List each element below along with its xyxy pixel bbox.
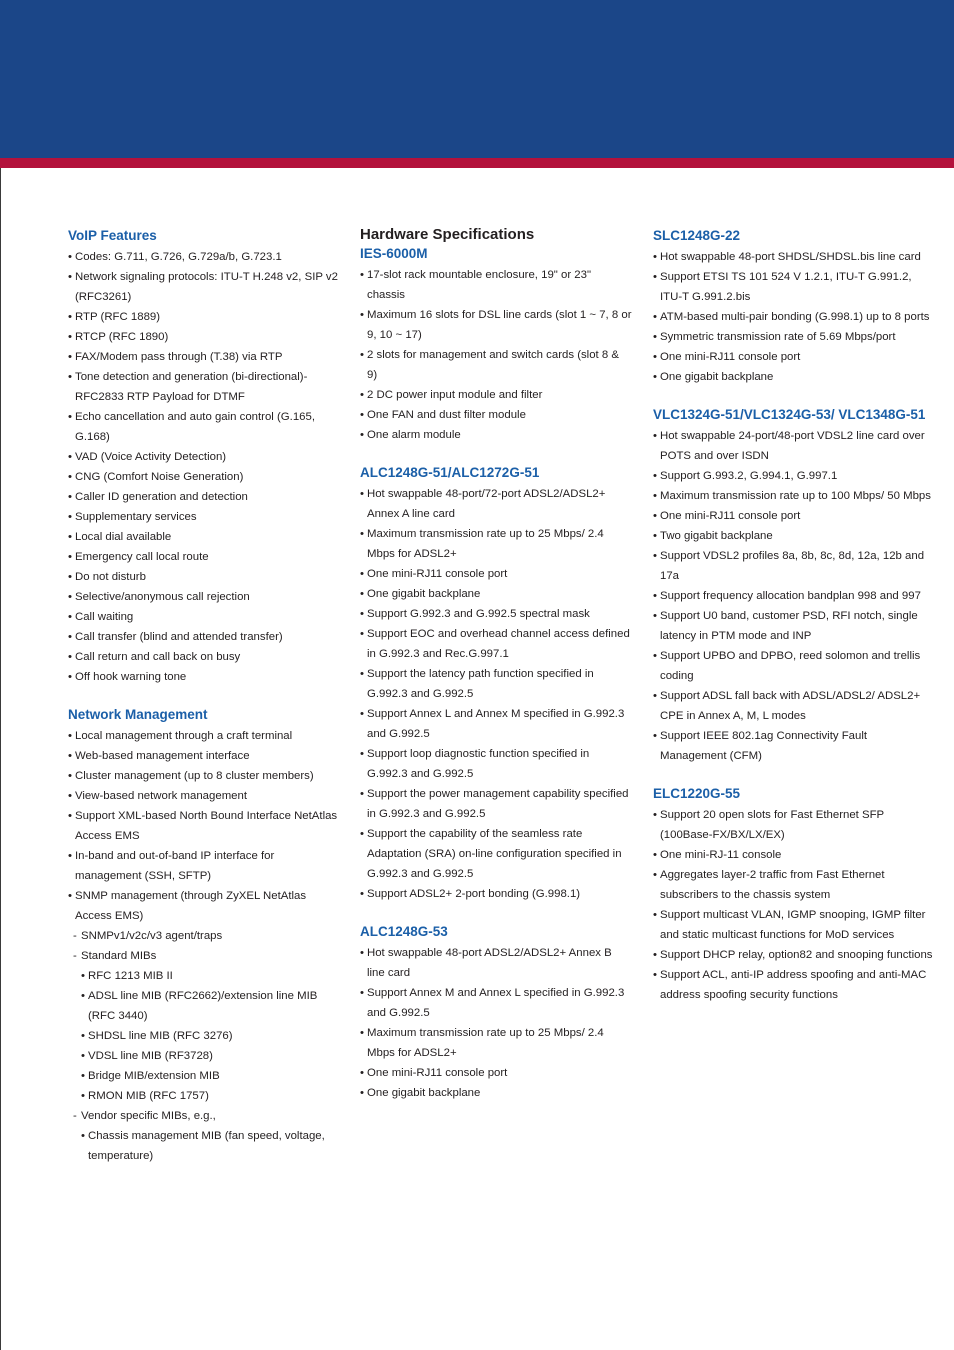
list-item: • Selective/anonymous call rejection bbox=[68, 587, 338, 607]
list-item: • Support the latency path function specified in G.992.3 and G.992.5 bbox=[360, 664, 632, 704]
list-item: • Do not disturb bbox=[68, 567, 338, 587]
list-item: • One mini-RJ-11 console bbox=[653, 845, 933, 865]
column-1 bbox=[68, 226, 338, 1184]
list-item: • Emergency call local route bbox=[68, 547, 338, 567]
list-item: • CNG (Comfort Noise Generation) bbox=[68, 467, 338, 487]
list-item: • RMON MIB (RFC 1757) bbox=[68, 1086, 338, 1106]
list-item: • Support ETSI TS 101 524 V 1.2.1, ITU-T G.991.2, ITU-T G.991.2.bis bbox=[653, 267, 933, 307]
list-item: • Maximum transmission rate up to 25 Mbps/ 2.4 Mbps for ADSL2+ bbox=[360, 524, 632, 564]
list-item: • Support Annex M and Annex L specified in G.992.3 and G.992.5 bbox=[360, 983, 632, 1023]
list-item: • Support multicast VLAN, IGMP snooping, IGMP filter and static multicast functions for MoD services bbox=[653, 905, 933, 945]
list-item: • RTCP (RFC 1890) bbox=[68, 327, 338, 347]
section-title: ALC1248G-53 bbox=[360, 924, 448, 939]
list-item: • Support UPBO and DPBO, reed solomon and trellis coding bbox=[653, 646, 933, 686]
list-item: • Support DHCP relay, option82 and snooping functions bbox=[653, 945, 933, 965]
column-2 bbox=[360, 226, 632, 1121]
section-voip-features bbox=[68, 226, 338, 687]
list-item: • Supplementary services bbox=[68, 507, 338, 527]
list-item: • Support Annex L and Annex M specified in G.992.3 and G.992.5 bbox=[360, 704, 632, 744]
list-item: • One mini-RJ11 console port bbox=[653, 506, 933, 526]
list-item: • One gigabit backplane bbox=[360, 584, 632, 604]
bullet-list bbox=[360, 943, 632, 1103]
list-item: • Chassis management MIB (fan speed, voltage, temperature) bbox=[68, 1126, 338, 1166]
list-item: • Bridge MIB/extension MIB bbox=[68, 1066, 338, 1086]
header-band bbox=[0, 0, 954, 158]
list-item: • One FAN and dust filter module bbox=[360, 405, 632, 425]
hardware-specifications-title: Hardware Specifications bbox=[360, 226, 535, 243]
section-ies-6000m bbox=[360, 244, 632, 445]
list-item: • Support 20 open slots for Fast Ethernet SFP (100Base-FX/BX/LX/EX) bbox=[653, 805, 933, 845]
section-elc1220g-55 bbox=[653, 784, 933, 1005]
list-item: • Support frequency allocation bandplan 998 and 997 bbox=[653, 586, 933, 606]
list-item: • Symmetric transmission rate of 5.69 Mbps/port bbox=[653, 327, 933, 347]
list-item: • Support VDSL2 profiles 8a, 8b, 8c, 8d, 12a, 12b and 17a bbox=[653, 546, 933, 586]
list-item: • Support G.992.3 and G.992.5 spectral mask bbox=[360, 604, 632, 624]
list-item: • One gigabit backplane bbox=[653, 367, 933, 387]
list-item: • Codes: G.711, G.726, G.729a/b, G.723.1 bbox=[68, 247, 338, 267]
list-item: • Caller ID generation and detection bbox=[68, 487, 338, 507]
list-item: • Call transfer (blind and attended transfer) bbox=[68, 627, 338, 647]
list-item: • Support EOC and overhead channel access defined in G.992.3 and Rec.G.997.1 bbox=[360, 624, 632, 664]
list-item: • Support IEEE 802.1ag Connectivity Fault Management (CFM) bbox=[653, 726, 933, 766]
bullet-list bbox=[653, 426, 933, 766]
list-item: • Call waiting bbox=[68, 607, 338, 627]
list-item: • SHDSL line MIB (RFC 3276) bbox=[68, 1026, 338, 1046]
list-item: - SNMPv1/v2c/v3 agent/traps bbox=[68, 926, 338, 946]
section-title: ELC1220G-55 bbox=[653, 786, 741, 801]
list-item: • Network signaling protocols: ITU-T H.248 v2, SIP v2 (RFC3261) bbox=[68, 267, 338, 307]
list-item: • Local management through a craft terminal bbox=[68, 726, 338, 746]
list-item: • Cluster management (up to 8 cluster members) bbox=[68, 766, 338, 786]
list-item: • Maximum 16 slots for DSL line cards (slot 1 ~ 7, 8 or 9, 10 ~ 17) bbox=[360, 305, 632, 345]
list-item: • Support ACL, anti-IP address spoofing and anti-MAC address spoofing security functions bbox=[653, 965, 933, 1005]
list-item: • Support the capability of the seamless rate Adaptation (SRA) on-line configuration specified in G.992.3 and G.992.5 bbox=[360, 824, 632, 884]
list-item: • Aggregates layer-2 traffic from Fast Ethernet subscribers to the chassis system bbox=[653, 865, 933, 905]
bullet-list bbox=[360, 484, 632, 904]
list-item: • One gigabit backplane bbox=[360, 1083, 632, 1103]
bullet-list bbox=[68, 726, 338, 1166]
section-slc1248g-22 bbox=[653, 226, 933, 387]
column-3 bbox=[653, 226, 933, 1023]
list-item: • Hot swappable 48-port/72-port ADSL2/ADSL2+ Annex A line card bbox=[360, 484, 632, 524]
list-item: • VDSL line MIB (RF3728) bbox=[68, 1046, 338, 1066]
list-item: • 2 slots for management and switch cards (slot 8 & 9) bbox=[360, 345, 632, 385]
list-item: - Vendor specific MIBs, e.g., bbox=[68, 1106, 338, 1126]
section-title: VLC1324G-51/VLC1324G-53/ VLC1348G-51 bbox=[653, 407, 926, 422]
list-item: • Support G.993.2, G.994.1, G.997.1 bbox=[653, 466, 933, 486]
list-item: • 17-slot rack mountable enclosure, 19" or 23" chassis bbox=[360, 265, 632, 305]
list-item: • Echo cancellation and auto gain control (G.165, G.168) bbox=[68, 407, 338, 447]
list-item: • ATM-based multi-pair bonding (G.998.1) up to 8 ports bbox=[653, 307, 933, 327]
section-vlc1324g-51-vlc1324g-53-vlc1348g-51 bbox=[653, 405, 933, 766]
list-item: • VAD (Voice Activity Detection) bbox=[68, 447, 338, 467]
list-item: • Local dial available bbox=[68, 527, 338, 547]
section-title: SLC1248G-22 bbox=[653, 228, 741, 243]
list-item: • View-based network management bbox=[68, 786, 338, 806]
section-title: VoIP Features bbox=[68, 228, 157, 243]
list-item: • Two gigabit backplane bbox=[653, 526, 933, 546]
list-item: • One alarm module bbox=[360, 425, 632, 445]
list-item: • Off hook warning tone bbox=[68, 667, 338, 687]
list-item: • Support XML-based North Bound Interface NetAtlas Access EMS bbox=[68, 806, 338, 846]
list-item: - Standard MIBs bbox=[68, 946, 338, 966]
list-item: • RTP (RFC 1889) bbox=[68, 307, 338, 327]
list-item: • One mini-RJ11 console port bbox=[360, 564, 632, 584]
list-item: • 2 DC power input module and filter bbox=[360, 385, 632, 405]
bullet-list bbox=[653, 247, 933, 387]
list-item: • Hot swappable 24-port/48-port VDSL2 line card over POTS and over ISDN bbox=[653, 426, 933, 466]
list-item: • Call return and call back on busy bbox=[68, 647, 338, 667]
bullet-list bbox=[68, 247, 338, 687]
list-item: • Hot swappable 48-port SHDSL/SHDSL.bis line card bbox=[653, 247, 933, 267]
list-item: • SNMP management (through ZyXEL NetAtlas Access EMS) bbox=[68, 886, 338, 926]
list-item: • Support the power management capability specified in G.992.3 and G.992.5 bbox=[360, 784, 632, 824]
list-item: • Support ADSL fall back with ADSL/ADSL2/ ADSL2+ CPE in Annex A, M, L modes bbox=[653, 686, 933, 726]
list-item: • ADSL line MIB (RFC2662)/extension line MIB (RFC 3440) bbox=[68, 986, 338, 1026]
list-item: • Support loop diagnostic function specified in G.992.3 and G.992.5 bbox=[360, 744, 632, 784]
header-stripe bbox=[0, 158, 954, 168]
list-item: • In-band and out-of-band IP interface for management (SSH, SFTP) bbox=[68, 846, 338, 886]
bullet-list bbox=[360, 265, 632, 445]
list-item: • Maximum transmission rate up to 25 Mbps/ 2.4 Mbps for ADSL2+ bbox=[360, 1023, 632, 1063]
list-item: • RFC 1213 MIB II bbox=[68, 966, 338, 986]
list-item: • Web-based management interface bbox=[68, 746, 338, 766]
list-item: • Maximum transmission rate up to 100 Mbps/ 50 Mbps bbox=[653, 486, 933, 506]
section-network-management bbox=[68, 705, 338, 1166]
list-item: • Support U0 band, customer PSD, RFI notch, single latency in PTM mode and INP bbox=[653, 606, 933, 646]
list-item: • FAX/Modem pass through (T.38) via RTP bbox=[68, 347, 338, 367]
list-item: • Support ADSL2+ 2-port bonding (G.998.1) bbox=[360, 884, 632, 904]
bullet-list bbox=[653, 805, 933, 1005]
left-rule bbox=[0, 168, 1, 1350]
list-item: • Tone detection and generation (bi-directional)- RFC2833 RTP Payload for DTMF bbox=[68, 367, 338, 407]
list-item: • Hot swappable 48-port ADSL2/ADSL2+ Annex B line card bbox=[360, 943, 632, 983]
section-alc1248g-51-alc1272g-51 bbox=[360, 463, 632, 904]
section-title: IES-6000M bbox=[360, 246, 428, 261]
list-item: • One mini-RJ11 console port bbox=[360, 1063, 632, 1083]
list-item: • One mini-RJ11 console port bbox=[653, 347, 933, 367]
section-alc1248g-53 bbox=[360, 922, 632, 1103]
section-title: Network Management bbox=[68, 707, 208, 722]
section-title: ALC1248G-51/ALC1272G-51 bbox=[360, 465, 540, 480]
